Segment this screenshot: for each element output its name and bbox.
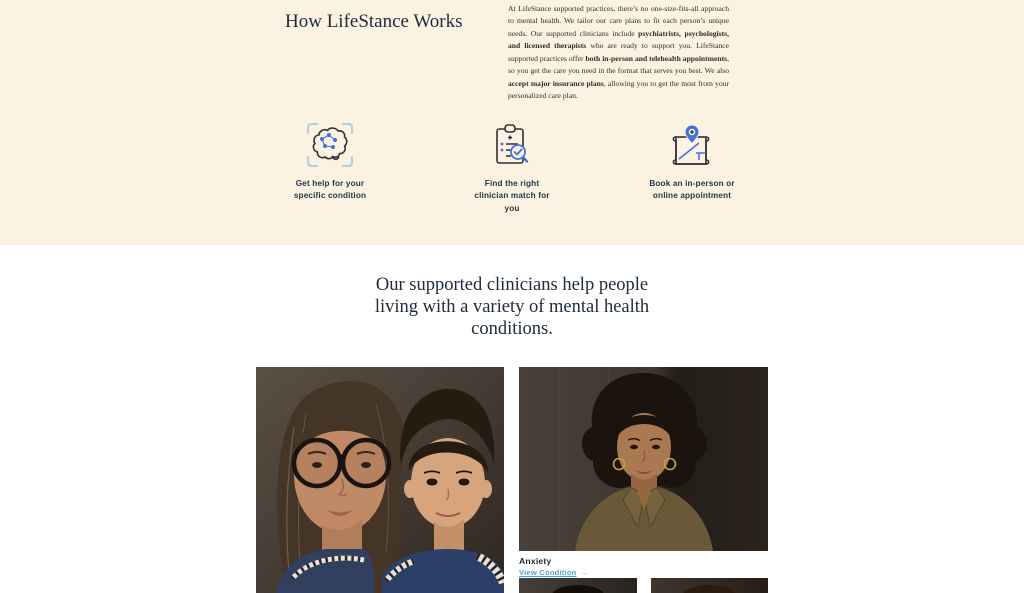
- step-book-appointment: [617, 120, 767, 203]
- step-label: Find the right clinician match for you: [474, 179, 550, 213]
- portrait-thumbnail-illustration: [519, 578, 637, 593]
- section-title: How LifeStance Works: [285, 10, 463, 32]
- how-it-works-section: [0, 0, 1024, 245]
- description-text: , allowing you to get the most from your personalized care plan.: [508, 78, 729, 101]
- clipboard-checklist-search-icon: [493, 122, 531, 168]
- step-condition: [255, 120, 405, 203]
- description-bold-appointments: both in-person and telehealth appointments: [585, 53, 728, 63]
- mother-and-child-photo: [256, 367, 504, 593]
- anxiety-condition-photo[interactable]: [519, 367, 768, 551]
- description-text: At LifeStance supported practices, there’s no one-size-fits-all approach to mental health. We tailor our care plans to fit each person’s unique needs. Our supported clinicians include: [508, 3, 729, 38]
- portrait-thumbnail-illustration: [651, 578, 768, 593]
- description-text: , so you get the care you need in the format that serves you best. We also: [508, 53, 729, 76]
- description-text: who are ready to support you. LifeStance supported practices offer: [508, 41, 729, 63]
- description-bold-clinicians: psychiatrists, psychologists, and licensed therapists: [508, 28, 729, 51]
- step-label: Get help for your specific condition: [293, 179, 367, 201]
- view-condition-label[interactable]: View Condition: [519, 568, 577, 577]
- conditions-headline: Our supported clinicians help people living with a variety of mental health conditions.: [374, 275, 650, 339]
- section-description: [508, 3, 729, 103]
- map-location-pin-icon: [669, 124, 715, 166]
- condition-card-thumbnail[interactable]: [519, 578, 637, 593]
- condition-title: Anxiety: [519, 556, 552, 566]
- woman-curly-hair-portrait-illustration: [519, 367, 768, 551]
- condition-card-thumbnail[interactable]: [651, 578, 768, 593]
- step-clinician-match: [437, 120, 587, 215]
- description-bold-insurance: accept major insurance plans: [508, 78, 604, 88]
- brain-network-icon: [307, 123, 353, 167]
- step-label: Book an in-person or online appointment: [649, 179, 735, 201]
- view-condition-link[interactable]: [519, 568, 588, 577]
- mother-and-child-portrait-illustration: [256, 367, 504, 593]
- arrow-right-icon: →: [580, 568, 589, 577]
